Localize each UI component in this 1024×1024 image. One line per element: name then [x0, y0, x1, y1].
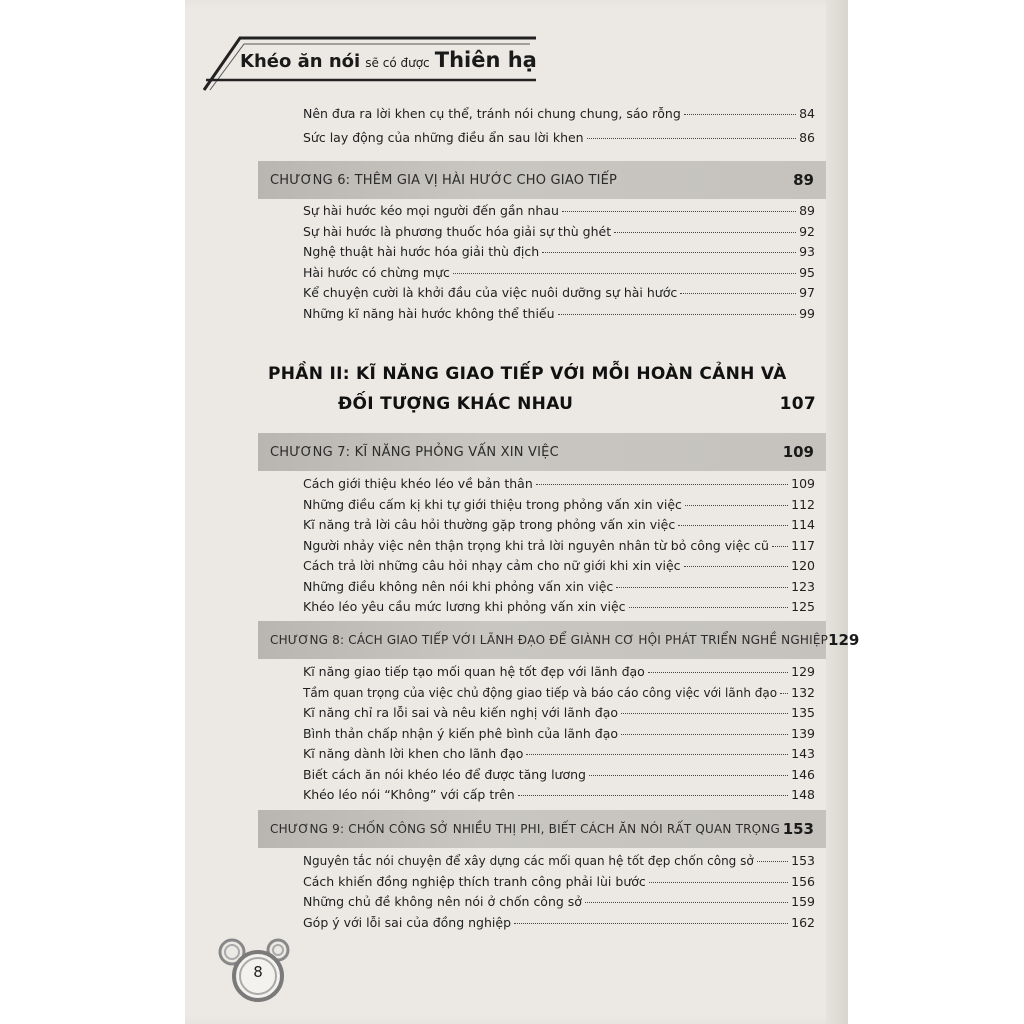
dot-leader: [648, 672, 788, 673]
entry-title: Khéo léo nói “Không” với cấp trên: [303, 787, 515, 802]
chapter-title: CHƯƠNG 7: KĨ NĂNG PHỎNG VẤN XIN VIỆC: [270, 444, 559, 460]
toc-entry[interactable]: [303, 599, 815, 620]
dot-leader: [684, 114, 796, 115]
entry-page: 129: [791, 664, 815, 679]
running-head: [200, 30, 540, 92]
entry-title: Sự hài hước là phương thuốc hóa giải sự thù ghét: [303, 223, 612, 239]
entry-title: Hài hước có chừng mực: [303, 264, 450, 280]
entry-title: Kể chuyện cười là khởi đầu của việc nuôi dưỡng sự hài hước: [303, 285, 678, 300]
entry-page: 99: [799, 305, 815, 321]
book-title-part-b: sẽ có được: [365, 56, 430, 70]
entry-page: 148: [791, 787, 815, 802]
entry-title: Góp ý với lỗi sai của đồng nghiệp: [303, 914, 512, 930]
toc-entry[interactable]: [303, 106, 815, 127]
entry-title: Tầm quan trọng của việc chủ động giao tiếp và báo cáo công việc với lãnh đạo: [303, 685, 778, 700]
dot-leader: [780, 693, 788, 694]
entry-title: Cách khiến đồng nghiệp thích tranh công phải lùi bước: [303, 873, 646, 889]
chapter-title: CHƯƠNG 8: CÁCH GIAO TIẾP VỚI LÃNH ĐẠO ĐỂ GIÀNH CƠ HỘI PHÁT TRIỂN NGHỀ NGHIỆP: [270, 633, 829, 647]
toc-entries-chapter-9: [303, 853, 815, 935]
dot-leader: [614, 232, 796, 233]
chapter-title: CHƯƠNG 6: THÊM GIA VỊ HÀI HƯỚC CHO GIAO TIẾP: [270, 172, 618, 188]
dot-leader: [542, 252, 796, 253]
toc-entry[interactable]: [303, 894, 815, 915]
entry-page: 162: [791, 914, 815, 930]
toc-entry[interactable]: [303, 203, 815, 224]
toc-entry[interactable]: [303, 726, 815, 747]
entry-page: 135: [791, 705, 815, 720]
entry-page: 92: [799, 223, 815, 239]
toc-entry[interactable]: [303, 579, 815, 600]
entry-page: 139: [791, 725, 815, 741]
toc-entries-chapter-7: [303, 476, 815, 620]
toc-entry[interactable]: [303, 915, 815, 936]
entry-title: Bình thản chấp nhận ý kiến phê bình của lãnh đạo: [303, 725, 619, 741]
entry-title: Biết cách ăn nói khéo léo để được tăng lương: [303, 766, 586, 782]
chapter-page: 153: [782, 820, 814, 838]
dot-leader: [621, 734, 788, 735]
entry-page: 156: [791, 873, 815, 889]
entry-page: 123: [791, 578, 815, 594]
toc-entries-chapter-8: [303, 664, 815, 808]
page-gutter: [826, 0, 848, 1024]
entry-title: Những chủ đề không nên nói ở chốn công sở: [303, 894, 582, 909]
entry-title: Kĩ năng dành lời khen cho lãnh đạo: [303, 746, 524, 761]
entry-title: Nguyên tắc nói chuyện để xây dựng các mối quan hệ tốt đẹp chốn công sở: [303, 854, 754, 868]
part-title-line-2: ĐỐI TƯỢNG KHÁC NHAU: [338, 394, 574, 414]
entry-page: 112: [791, 496, 815, 512]
entry-page: 159: [791, 894, 815, 909]
dot-leader: [526, 754, 788, 755]
toc-entry[interactable]: [303, 265, 815, 286]
dot-leader: [514, 923, 788, 924]
part-title-row-2: [268, 394, 816, 414]
entry-page: 125: [791, 599, 815, 614]
part-page: 107: [779, 394, 816, 414]
dot-leader: [616, 587, 788, 588]
book-title: [240, 48, 537, 72]
chapter-page: 109: [782, 443, 814, 461]
entry-page: 153: [791, 853, 815, 868]
entry-title: Kĩ năng chỉ ra lỗi sai và nêu kiến nghị với lãnh đạo: [303, 705, 619, 720]
part-title-line-1: PHẦN II: KĨ NĂNG GIAO TIẾP VỚI MỖI HOÀN CẢNH VÀ: [268, 364, 787, 384]
dot-leader: [621, 713, 788, 714]
entry-title: Nên đưa ra lời khen cụ thể, tránh nói chung chung, sáo rỗng: [303, 106, 681, 121]
entry-title: Cách giới thiệu khéo léo về bản thân: [303, 476, 533, 491]
chapter-title: CHƯƠNG 9: CHỐN CÔNG SỞ NHIỀU THỊ PHI, BIẾT CÁCH ĂN NÓI RẤT QUAN TRỌNG: [270, 822, 781, 836]
toc-entry[interactable]: [303, 517, 815, 538]
dot-leader: [684, 566, 789, 567]
toc-entry[interactable]: [303, 705, 815, 726]
toc-entry[interactable]: [303, 224, 815, 245]
page-number-badge: [232, 950, 284, 1002]
chapter-page: 129: [828, 631, 860, 649]
toc-entry[interactable]: [303, 746, 815, 767]
chapter-6-heading[interactable]: [258, 161, 826, 199]
entry-title: Cách trả lời những câu hỏi nhạy cảm cho nữ giới khi xin việc: [303, 558, 681, 573]
dot-leader: [649, 882, 788, 883]
chapter-8-heading[interactable]: [258, 621, 860, 659]
entry-title: Những điều cấm kị khi tự giới thiệu trong phỏng vấn xin việc: [303, 496, 682, 512]
toc-entry[interactable]: [303, 685, 815, 706]
dot-leader: [757, 861, 788, 862]
entry-page: 84: [799, 106, 815, 121]
dot-leader: [589, 775, 788, 776]
page-number: 8: [253, 963, 263, 981]
entry-title: Sức lay động của những điều ẩn sau lời khen: [303, 129, 584, 145]
dot-leader: [536, 484, 788, 485]
toc-entry[interactable]: [303, 476, 815, 497]
dot-leader: [629, 607, 789, 608]
chapter-7-heading[interactable]: [258, 433, 826, 471]
dot-leader: [453, 273, 796, 274]
entry-page: 89: [799, 203, 815, 218]
entry-page: 97: [799, 285, 815, 300]
dot-leader: [680, 293, 796, 294]
entry-page: 86: [799, 129, 815, 145]
entry-title: Khéo léo yêu cầu mức lương khi phỏng vấn xin việc: [303, 599, 626, 614]
entry-page: 117: [791, 537, 815, 553]
toc-entry[interactable]: [303, 497, 815, 518]
entry-title: Những kĩ năng hài hước không thể thiếu: [303, 305, 555, 321]
entry-page: 146: [791, 766, 815, 782]
entry-title: Kĩ năng trả lời câu hỏi thường gặp trong phỏng vấn xin việc: [303, 517, 676, 532]
dot-leader: [772, 546, 788, 547]
entry-title: Sự hài hước kéo mọi người đến gần nhau: [303, 203, 559, 218]
entry-page: 95: [799, 264, 815, 280]
entry-page: 109: [791, 476, 815, 491]
toc-entries-chapter-6: [303, 203, 815, 326]
book-title-part-c: Thiên hạ: [434, 48, 537, 72]
entry-page: 143: [791, 746, 815, 761]
entry-title: Nghệ thuật hài hước hóa giải thù địch: [303, 244, 540, 259]
chapter-9-heading[interactable]: [258, 810, 826, 848]
entry-page: 114: [791, 517, 815, 532]
dot-leader: [518, 795, 788, 796]
toc-entry[interactable]: [303, 244, 815, 265]
entry-title: Kĩ năng giao tiếp tạo mối quan hệ tốt đẹp với lãnh đạo: [303, 664, 645, 679]
toc-entry[interactable]: [303, 874, 815, 895]
toc-entry[interactable]: [303, 664, 815, 685]
dot-leader: [678, 525, 788, 526]
dot-leader: [685, 505, 788, 506]
toc-entry[interactable]: [303, 853, 815, 874]
toc-entries-chapter-5-tail: [303, 106, 815, 150]
entry-page: 120: [791, 558, 815, 573]
toc-entry[interactable]: [303, 306, 815, 327]
chapter-page: 89: [793, 171, 814, 189]
dot-leader: [562, 211, 796, 212]
dot-leader: [587, 138, 796, 139]
toc-entry[interactable]: [303, 285, 815, 306]
entry-title: Người nhảy việc nên thận trọng khi trả lời nguyên nhân từ bỏ công việc cũ: [303, 537, 769, 553]
toc-entry[interactable]: [303, 787, 815, 808]
dot-leader: [558, 314, 797, 315]
toc-entry[interactable]: [303, 130, 815, 151]
dot-leader: [585, 902, 788, 903]
book-title-part-a: Khéo ăn nói: [240, 51, 361, 72]
entry-title: Những điều không nên nói khi phỏng vấn xin việc: [303, 578, 614, 594]
part-2-heading[interactable]: [268, 364, 816, 414]
toc-entry[interactable]: [303, 767, 815, 788]
toc-entry[interactable]: [303, 538, 815, 559]
toc-entry[interactable]: [303, 558, 815, 579]
entry-page: 93: [799, 244, 815, 259]
entry-page: 132: [791, 684, 815, 700]
